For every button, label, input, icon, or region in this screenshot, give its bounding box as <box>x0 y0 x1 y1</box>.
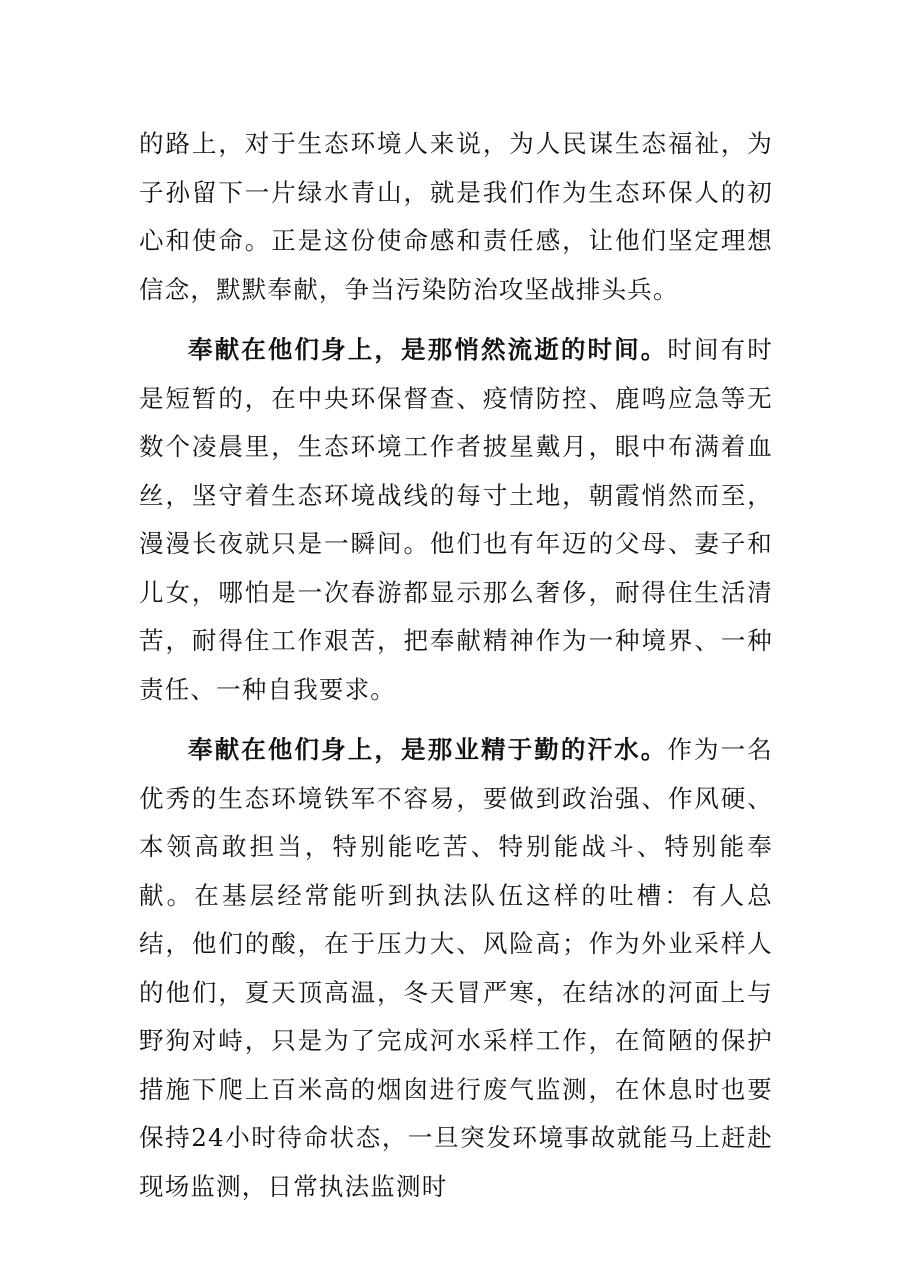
paragraph-2-lead: 奉献在他们身上，是那悄然流逝的时间。 <box>188 335 668 364</box>
document-body <box>139 120 773 1211</box>
paragraph-1 <box>139 120 773 314</box>
paragraph-3 <box>139 726 773 1211</box>
paragraph-3-lead: 奉献在他们身上，是那业精于勤的汗水。 <box>188 735 668 764</box>
paragraph-1-text: 的路上，对于生态环境人来说，为人民谋生态福祉，为子孙留下一片绿水青山，就是我们作为生态环保人的初心和使命。正是这份使命感和责任感，让他们坚定理想信念，默默奉献，争当污染防治攻坚战排头兵。 <box>139 129 773 304</box>
paragraph-3-text: 作为一名优秀的生态环境铁军不容易，要做到政治强、作风硬、本领高敢担当，特别能吃苦、特别能战斗、特别能奉献。在基层经常能听到执法队伍这样的吐槽：有人总结，他们的酸，在于压力大、风险高；作为外业采样人的他们，夏天顶高温，冬天冒严寒，在结冰的河面上与野狗对峙，只是为了完成河水采样工作，在简陋的保护措施下爬上百米高的烟囱进行废气监测，在休息时也要保持24小时待命状态，一旦突发环境事故就能马上赶赴现场监测，日常执法监测时 <box>139 735 773 1201</box>
paragraph-2-text: 时间有时是短暂的，在中央环保督查、疫情防控、鹿鸣应急等无数个凌晨里，生态环境工作者披星戴月，眼中布满着血丝，坚守着生态环境战线的每寸土地，朝霞悄然而至，漫漫长夜就只是一瞬间。他们也有年迈的父母、妻子和儿女，哪怕是一次春游都显示那么奢侈，耐得住生活清苦，耐得住工作艰苦，把奉献精神作为一种境界、一种责任、一种自我要求。 <box>139 335 773 704</box>
paragraph-2 <box>139 326 773 714</box>
